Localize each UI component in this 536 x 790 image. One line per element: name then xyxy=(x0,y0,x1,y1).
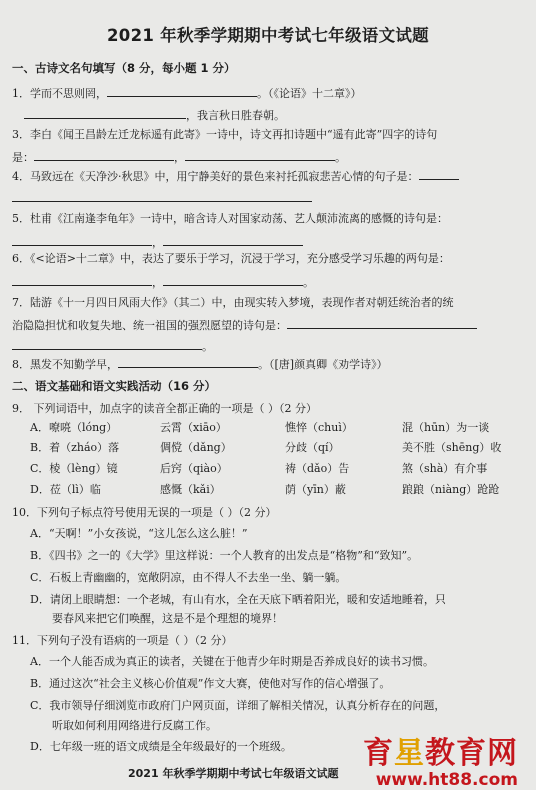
answer-blank[interactable] xyxy=(24,107,186,119)
answer-blank[interactable] xyxy=(107,85,257,97)
answer-blank[interactable] xyxy=(12,234,152,246)
question-9-option-a-word-1[interactable]: A．嘹喨（lóng） xyxy=(30,421,118,434)
question-10-option-a[interactable]: A．“天啊！”小女孩说，“这儿怎么这么脏！” xyxy=(30,527,248,540)
watermark-logo xyxy=(363,728,518,790)
question-11-option-a[interactable]: A．一个人能否成为真正的读者，关键在于他青少年时期是否养成良好的读书习惯。 xyxy=(30,655,434,668)
question-9-option-c-word-2: 后窍（qiào） xyxy=(160,462,228,475)
question-10-option-c[interactable]: C．石板上青幽幽的，宽敞阴凉，由不得人不去坐一坐、躺一躺。 xyxy=(30,571,347,584)
question-9-option-b-word-2: 倜傥（dǎng） xyxy=(160,441,232,454)
question-4: 4．马致远在《天净沙·秋思》中，用宁静美好的景色来衬托孤寂悲苦心情的句子是： xyxy=(12,168,459,184)
question-10-option-b[interactable]: B．《四书》之一的《大学》里这样说：一个人教育的出发点是“格物”和“致知”。 xyxy=(30,549,419,562)
question-3-line-2: 是： ， 。 xyxy=(12,151,346,164)
question-11-option-b[interactable]: B．通过这次“社会主义核心价值观”作文大赛，使他对写作的信心增强了。 xyxy=(30,677,391,690)
question-7-line-1: 7．陆游《十一月四日风雨大作》（其二）中，由现实转入梦境，表现作者对朝廷统治者的统 xyxy=(12,296,454,309)
answer-blank[interactable] xyxy=(287,317,477,329)
section-1-heading: 一、古诗文名句填写（8 分，每小题 1 分） xyxy=(12,61,236,75)
answer-blank[interactable] xyxy=(34,149,174,161)
question-7-line-2: 治隐隐担忧和收复失地、统一祖国的强烈愿望的诗句是： xyxy=(12,317,477,333)
question-9-option-c-word-4: 煞（shà）有介事 xyxy=(402,462,488,475)
question-9-option-a-word-4: 混（hūn）为一谈 xyxy=(402,421,490,434)
question-9-option-b-word-4: 美不胜（shēng）收 xyxy=(402,441,502,454)
question-7-line-3: 。 xyxy=(12,338,213,354)
question-6-answer: ， 。 xyxy=(12,274,314,290)
question-9-option-d-word-4: 踉踉（niàng）跄跄 xyxy=(402,483,500,496)
watermark-url: www.ht88.com xyxy=(375,770,518,790)
watermark-name: 育星教育网 xyxy=(363,736,518,771)
question-9-option-a-word-2: 云霄（xiāo） xyxy=(160,421,227,434)
question-4-cont xyxy=(12,190,312,206)
question-10-option-d-cont: 要春风来把它们唤醒，这是不是个理想的境界！ xyxy=(52,612,283,625)
question-2: ，我言秋日胜春朝。 xyxy=(12,107,285,123)
question-5-answer: ， xyxy=(12,234,303,250)
answer-blank[interactable] xyxy=(12,274,152,286)
question-11-option-d[interactable]: D．七年级一班的语文成绩是全年级最好的一个班级。 xyxy=(30,740,292,753)
question-1: 1．学而不思则罔， 。（《论语》十二章》） xyxy=(12,87,362,100)
question-10-stem: 10．下列句子标点符号使用无误的一项是（ ）（2 分） xyxy=(12,506,277,519)
section-2-heading: 二、语文基础和语文实践活动（16 分） xyxy=(12,379,217,393)
question-5: 5．杜甫《江南逢李龟年》一诗中，暗含诗人对国家动荡、艺人颠沛流离的感慨的诗句是： xyxy=(12,212,448,225)
question-9-option-b-word-1[interactable]: B．着（zháo）落 xyxy=(30,441,120,454)
question-8: 8．黑发不知勤学早， 。（[唐]颜真卿《劝学诗》） xyxy=(12,358,388,371)
question-9-stem: 9． 下列词语中，加点字的读音全都正确的一项是（ ）（2 分） xyxy=(12,402,317,415)
question-9-option-c-word-3: 祷（dǎo）告 xyxy=(285,462,350,475)
question-9-option-c-word-1[interactable]: C．棱（lèng）镜 xyxy=(30,462,118,475)
page-title: 2021 年秋季学期期中考试七年级语文试题 xyxy=(107,26,429,45)
question-11-stem: 11．下列句子没有语病的一项是（ ）（2 分） xyxy=(12,634,233,647)
question-3-line-1: 3．李白《闻王昌龄左迁龙标遥有此寄》一诗中，诗文再扣诗题中“遥有此寄”四字的诗句 xyxy=(12,128,438,141)
question-9-option-a-word-3: 憔悴（chuì） xyxy=(285,421,353,434)
question-9-option-d-word-2: 感慨（kǎi） xyxy=(160,483,221,496)
answer-blank[interactable] xyxy=(419,168,459,180)
question-11-option-c-cont: 听取如何利用网络进行反腐工作。 xyxy=(52,719,217,732)
page-footer: 2021 年秋季学期期中考试七年级语文试题 xyxy=(128,767,339,780)
question-10-option-d[interactable]: D．请闭上眼睛想：一个老城，有山有水，全在天底下晒着阳光，暖和安适地睡着，只 xyxy=(30,593,446,606)
question-9-option-d-word-3: 荫（yīn）蔽 xyxy=(285,483,346,496)
answer-blank[interactable] xyxy=(118,356,258,368)
answer-blank[interactable] xyxy=(185,149,335,161)
answer-blank[interactable] xyxy=(12,190,312,202)
answer-blank[interactable] xyxy=(12,338,202,350)
question-9-option-b-word-3: 分歧（qí） xyxy=(285,441,340,454)
question-6: 6．《<论语>十二章》中，表达了要乐于学习，沉浸于学习，充分感受学习乐趣的两句是： xyxy=(12,252,450,265)
answer-blank[interactable] xyxy=(163,234,303,246)
question-9-option-d-word-1[interactable]: D．莅（lì）临 xyxy=(30,483,101,496)
question-11-option-c[interactable]: C．我市领导仔细浏览市政府门户网页面，详细了解相关情况，认真分析存在的问题， xyxy=(30,699,446,712)
answer-blank[interactable] xyxy=(163,274,303,286)
